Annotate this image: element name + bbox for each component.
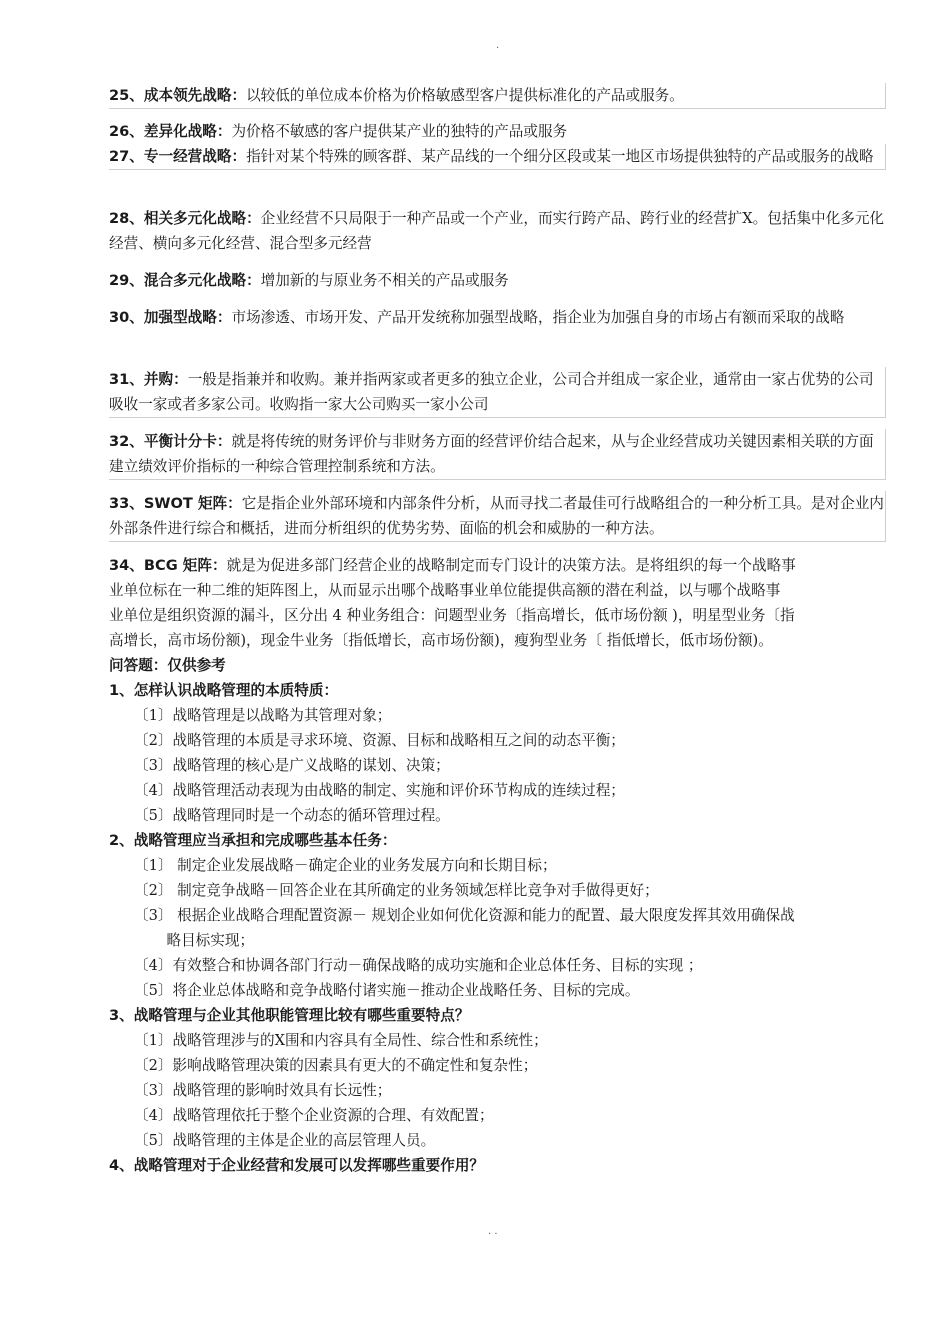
- term-body: 它是指企业外部环境和内部条件分析，从而寻找二者最佳可行战略组合的一种分析工具。是对企业内外部条件进行综合和概括，进而分析组织的优势劣势、面临的机会和威胁的一种方法。: [109, 495, 884, 537]
- question-2-item: 〔2〕 制定竞争战略－回答企业在其所确定的业务领域怎样比竞争对手做得更好；: [134, 882, 659, 899]
- term-heading: 30、加强型战略: [109, 309, 217, 326]
- term-heading: 34、BCG 矩阵: [109, 557, 212, 574]
- term-body: 以较低的单位成本价格为价格敏感型客户提供标准化的产品或服务。: [246, 87, 684, 104]
- term-31: 31、并购：一般是指兼并和收购。兼并指两家或者更多的独立企业，公司合并组成一家企业，通常由一家占优势的公司吸收一家或者多家公司。收购指一家大公司购买一家小公司: [109, 367, 886, 418]
- term-heading: 27、专一经营战略: [109, 148, 232, 165]
- question-1-item: 〔2〕战略管理的本质是寻求环境、资源、目标和战略相互之间的动态平衡；: [134, 732, 625, 749]
- term-heading: 31、并购: [109, 371, 174, 388]
- question-3-item: 〔3〕战略管理的影响时效具有长远性；: [134, 1082, 392, 1099]
- question-4-title: 4、战略管理对于企业经营和发展可以发挥哪些重要作用？: [109, 1157, 485, 1174]
- term-heading: 33、SWOT 矩阵: [109, 495, 228, 512]
- question-1-item: 〔1〕战略管理是以战略为其管理对象；: [134, 707, 392, 724]
- question-3-item: 〔4〕战略管理依托于整个企业资源的合理、有效配置；: [134, 1107, 494, 1124]
- term-heading: 28、相关多元化战略: [109, 210, 247, 227]
- question-2-item: 略目标实现；: [134, 932, 255, 949]
- term-heading: 25、成本领先战略: [109, 87, 232, 104]
- question-2-title: 2、战略管理应当承担和完成哪些基本任务：: [109, 832, 397, 849]
- term-heading: 32、平衡计分卡: [109, 433, 217, 450]
- term-29: 29、混合多元化战略：增加新的与原业务不相关的产品或服务: [109, 272, 509, 289]
- question-1-item: 〔5〕战略管理同时是一个动态的循环管理过程。: [134, 807, 450, 824]
- question-3-item: 〔1〕战略管理涉与的X围和内容具有全局性、综合性和系统性；: [134, 1032, 548, 1049]
- term-34-line-2: 业单位标在一种二维的矩阵图上，从而显示出哪个战略事业单位能提供高额的潜在利益，以与哪个战略事: [109, 582, 781, 599]
- header-mark: .: [496, 40, 500, 51]
- question-2-item: 〔3〕 根据企业战略合理配置资源－ 规划企业如何优化资源和能力的配置、最大限度发挥其效用确保战: [134, 907, 795, 924]
- question-2-item: 〔5〕将企业总体战略和竞争战略付诸实施－推动企业战略任务、目标的完成。: [134, 982, 640, 999]
- term-heading: 26、差异化战略: [109, 123, 217, 140]
- term-body: 就是为促进多部门经营企业的战略制定而专门设计的决策方法。是将组织的每一个战略事: [226, 557, 796, 574]
- term-28: 28、相关多元化战略：企业经营不只局限于一种产品或一个产业，而实行跨产品、跨行业的经营扩X。包括集中化多元化经营、横向多元化经营、混合型多元经营: [109, 210, 885, 252]
- question-1-item: 〔4〕战略管理活动表现为由战略的制定、实施和评价环节构成的连续过程；: [134, 782, 625, 799]
- term-body: 增加新的与原业务不相关的产品或服务: [260, 272, 509, 289]
- term-30: 30、加强型战略：市场渗透、市场开发、产品开发统称加强型战略，指企业为加强自身的市场占有额而采取的战略: [109, 309, 845, 326]
- footer-mark: . .: [488, 1226, 498, 1237]
- question-3-item: 〔2〕影响战略管理决策的因素具有更大的不确定性和复杂性；: [134, 1057, 538, 1074]
- term-34-line-4: 高增长，高市场份额)，现金牛业务〔指低增长，高市场份额)，瘦狗型业务〔 指低增长，低市场份额)。: [109, 632, 773, 649]
- question-3-title: 3、战略管理与企业其他职能管理比较有哪些重要特点？: [109, 1007, 470, 1024]
- question-3-item: 〔5〕战略管理的主体是企业的高层管理人员。: [134, 1132, 436, 1149]
- term-32: 32、平衡计分卡：就是将传统的财务评价与非财务方面的经营评价结合起来，从与企业经营成功关键因素相关联的方面建立绩效评价指标的一种综合管理控制系统和方法。: [109, 429, 886, 480]
- term-heading: 29、混合多元化战略: [109, 272, 247, 289]
- term-26: 26、差异化战略：为价格不敏感的客户提供某产业的独特的产品或服务: [109, 123, 568, 140]
- term-body: 为价格不敏感的客户提供某产业的独特的产品或服务: [231, 123, 568, 140]
- term-33: 33、SWOT 矩阵：它是指企业外部环境和内部条件分析，从而寻找二者最佳可行战略组合的一种分析工具。是对企业内外部条件进行综合和概括，进而分析组织的优势劣势、面临的机会和威胁的一种方法。: [109, 491, 886, 542]
- question-1-item: 〔3〕战略管理的核心是广义战略的谋划、决策；: [134, 757, 450, 774]
- term-34-line-1: 34、BCG 矩阵：就是为促进多部门经营企业的战略制定而专门设计的决策方法。是将组织的每一个战略事: [109, 557, 796, 574]
- term-body: 一般是指兼并和收购。兼并指两家或者更多的独立企业，公司合并组成一家企业，通常由一家占优势的公司吸收一家或者多家公司。收购指一家大公司购买一家小公司: [109, 371, 874, 413]
- term-body: 市场渗透、市场开发、产品开发统称加强型战略，指企业为加强自身的市场占有额而采取的战略: [231, 309, 845, 326]
- question-2-item: 〔1〕 制定企业发展战略－确定企业的业务发展方向和长期目标；: [134, 857, 557, 874]
- qa-title: 问答题：仅供参考: [109, 657, 226, 674]
- term-body: 就是将传统的财务评价与非财务方面的经营评价结合起来，从与企业经营成功关键因素相关联的方面建立绩效评价指标的一种综合管理控制系统和方法。: [109, 433, 874, 475]
- term-body: 指针对某个特殊的顾客群、某产品线的一个细分区段或某一地区市场提供独特的产品或服务的战略: [246, 148, 874, 165]
- term-body: 企业经营不只局限于一种产品或一个产业，而实行跨产品、跨行业的经营扩X。包括集中化多元化经营、横向多元化经营、混合型多元经营: [109, 210, 885, 252]
- term-34-line-3: 业单位是组织资源的漏斗，区分出 4 种业务组合：问题型业务〔指高增长，低市场份额 )，明星型业务〔指: [109, 607, 795, 624]
- term-25: 25、成本领先战略：以较低的单位成本价格为价格敏感型客户提供标准化的产品或服务。: [109, 83, 886, 109]
- question-1-title: 1、怎样认识战略管理的本质特质：: [109, 682, 339, 699]
- term-27: 27、专一经营战略：指针对某个特殊的顾客群、某产品线的一个细分区段或某一地区市场提供独特的产品或服务的战略: [109, 144, 886, 170]
- question-2-item: 〔4〕有效整合和协调各部门行动－确保战略的成功实施和企业总体任务、目标的实现 ；: [134, 957, 703, 974]
